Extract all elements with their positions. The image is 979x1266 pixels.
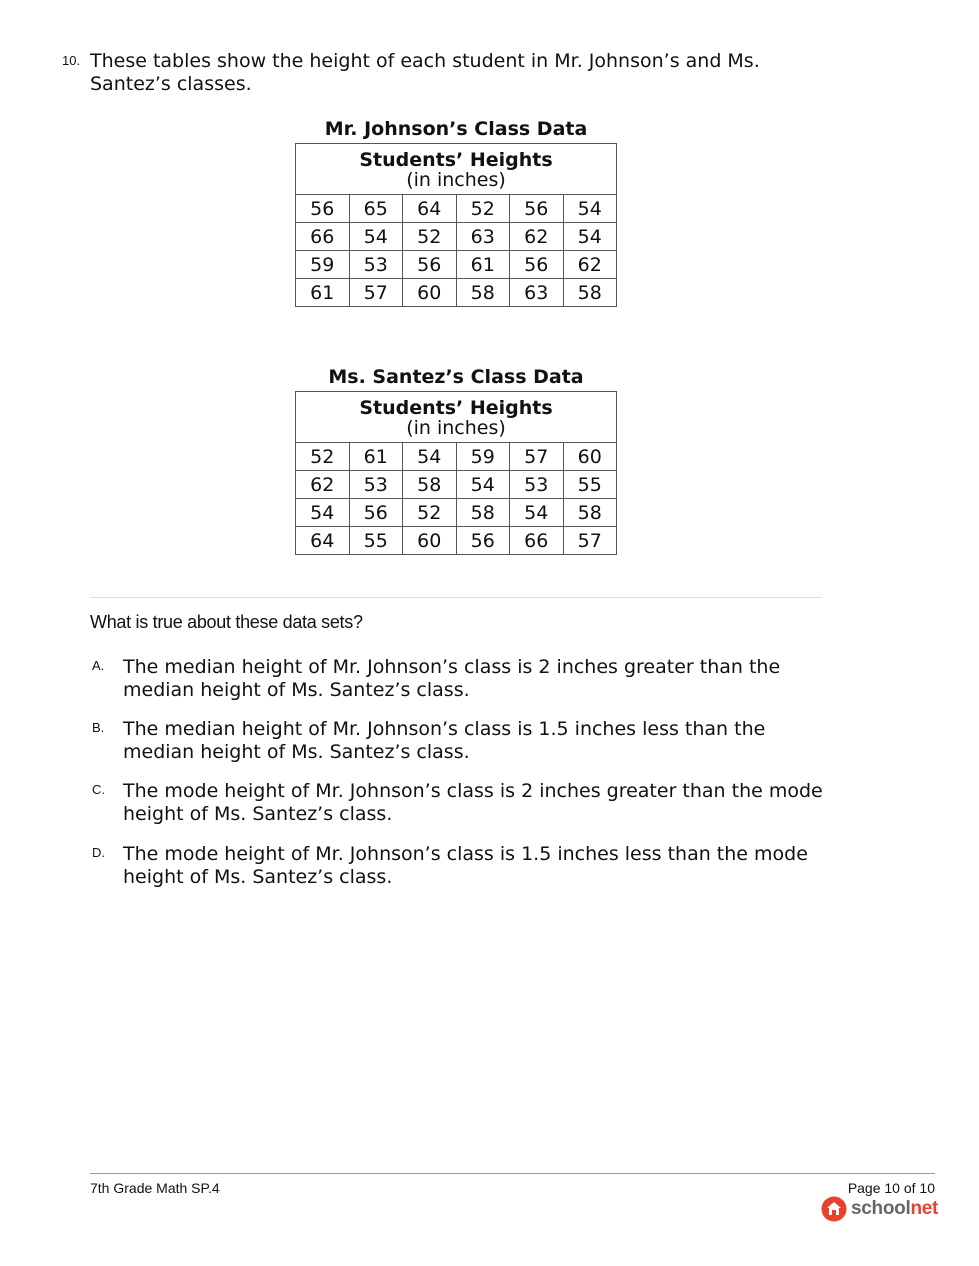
table-cell: 55 bbox=[349, 527, 403, 555]
table-cell: 60 bbox=[403, 527, 457, 555]
table-cell: 52 bbox=[296, 443, 350, 471]
logo-text-net: net bbox=[910, 1198, 939, 1219]
table-row bbox=[296, 251, 617, 279]
table-cell: 53 bbox=[349, 251, 403, 279]
table-cell: 54 bbox=[563, 195, 617, 223]
table-cell: 62 bbox=[563, 251, 617, 279]
johnson-table-title: Mr. Johnson’s Class Data bbox=[324, 118, 588, 140]
table-cell: 64 bbox=[296, 527, 350, 555]
logo-text-school: school bbox=[851, 1198, 911, 1219]
table-cell: 59 bbox=[296, 251, 350, 279]
logo-wordmark bbox=[851, 1198, 938, 1220]
question-text: These tables show the height of each student in Mr. Johnson’s and Ms. Santez’s classes. bbox=[90, 50, 760, 95]
table-row bbox=[296, 527, 617, 555]
table-cell: 57 bbox=[563, 527, 617, 555]
choice-text: The median height of Mr. Johnson’s class is 1.5 inches less than the median height of Ms. Santez’s class. bbox=[123, 718, 766, 763]
choice-text: The mode height of Mr. Johnson’s class is 2 inches greater than the mode height of Ms. Santez’s class. bbox=[123, 780, 823, 825]
johnson-header-unit: (in inches) bbox=[406, 168, 506, 191]
table-cell: 54 bbox=[456, 471, 510, 499]
santez-data-table bbox=[295, 391, 617, 555]
johnson-table-header bbox=[296, 144, 617, 195]
table-cell: 63 bbox=[456, 223, 510, 251]
choice-letter: A. bbox=[92, 658, 105, 673]
table-cell: 53 bbox=[510, 471, 564, 499]
table-cell: 58 bbox=[563, 499, 617, 527]
table-cell: 62 bbox=[510, 223, 564, 251]
table-cell: 61 bbox=[456, 251, 510, 279]
table-cell: 56 bbox=[349, 499, 403, 527]
table-cell: 52 bbox=[403, 223, 457, 251]
schoolnet-logo bbox=[821, 1196, 938, 1222]
santez-table-header bbox=[296, 392, 617, 443]
table-cell: 54 bbox=[296, 499, 350, 527]
table-cell: 53 bbox=[349, 471, 403, 499]
johnson-data-table bbox=[295, 143, 617, 307]
choice-text: The median height of Mr. Johnson’s class is 2 inches greater than the median height of Ms. Santez’s class. bbox=[123, 656, 781, 701]
santez-header-unit: (in inches) bbox=[406, 416, 506, 439]
table-cell: 60 bbox=[403, 279, 457, 307]
footer-page-number: Page 10 of 10 bbox=[847, 1180, 935, 1196]
footer-course-label: 7th Grade Math SP.4 bbox=[90, 1180, 220, 1196]
choice-letter: B. bbox=[92, 720, 105, 735]
table-cell: 59 bbox=[456, 443, 510, 471]
table-cell: 56 bbox=[510, 195, 564, 223]
table-cell: 56 bbox=[510, 251, 564, 279]
table-cell: 54 bbox=[403, 443, 457, 471]
table-cell: 64 bbox=[403, 195, 457, 223]
table-cell: 61 bbox=[349, 443, 403, 471]
santez-table bbox=[295, 366, 617, 555]
table-cell: 58 bbox=[563, 279, 617, 307]
table-cell: 66 bbox=[510, 527, 564, 555]
footer-divider bbox=[90, 1173, 935, 1174]
table-cell: 61 bbox=[296, 279, 350, 307]
table-row bbox=[296, 499, 617, 527]
table-cell: 58 bbox=[456, 499, 510, 527]
johnson-table bbox=[295, 118, 617, 307]
table-cell: 63 bbox=[510, 279, 564, 307]
question-prompt: What is true about these data sets? bbox=[90, 612, 363, 632]
johnson-header-label: Students’ Heights bbox=[359, 148, 553, 171]
choice-letter: D. bbox=[92, 845, 105, 860]
table-cell: 60 bbox=[563, 443, 617, 471]
table-cell: 56 bbox=[403, 251, 457, 279]
table-cell: 56 bbox=[456, 527, 510, 555]
table-cell: 62 bbox=[296, 471, 350, 499]
table-cell: 58 bbox=[403, 471, 457, 499]
table-cell: 57 bbox=[510, 443, 564, 471]
section-divider bbox=[90, 597, 822, 598]
table-cell: 65 bbox=[349, 195, 403, 223]
question-number: 10. bbox=[62, 53, 81, 68]
table-row bbox=[296, 279, 617, 307]
table-cell: 58 bbox=[456, 279, 510, 307]
table-row bbox=[296, 443, 617, 471]
table-cell: 57 bbox=[349, 279, 403, 307]
table-cell: 56 bbox=[296, 195, 350, 223]
table-cell: 52 bbox=[403, 499, 457, 527]
table-cell: 54 bbox=[349, 223, 403, 251]
santez-header-label: Students’ Heights bbox=[359, 396, 553, 419]
table-cell: 52 bbox=[456, 195, 510, 223]
house-icon bbox=[821, 1196, 847, 1222]
table-row bbox=[296, 195, 617, 223]
table-cell: 66 bbox=[296, 223, 350, 251]
santez-table-title: Ms. Santez’s Class Data bbox=[328, 366, 584, 388]
table-cell: 54 bbox=[563, 223, 617, 251]
table-row bbox=[296, 471, 617, 499]
table-row bbox=[296, 223, 617, 251]
table-cell: 54 bbox=[510, 499, 564, 527]
choice-letter: C. bbox=[92, 782, 105, 797]
choice-text: The mode height of Mr. Johnson’s class is 1.5 inches less than the mode height of Ms. Santez’s class. bbox=[123, 843, 808, 888]
table-cell: 55 bbox=[563, 471, 617, 499]
